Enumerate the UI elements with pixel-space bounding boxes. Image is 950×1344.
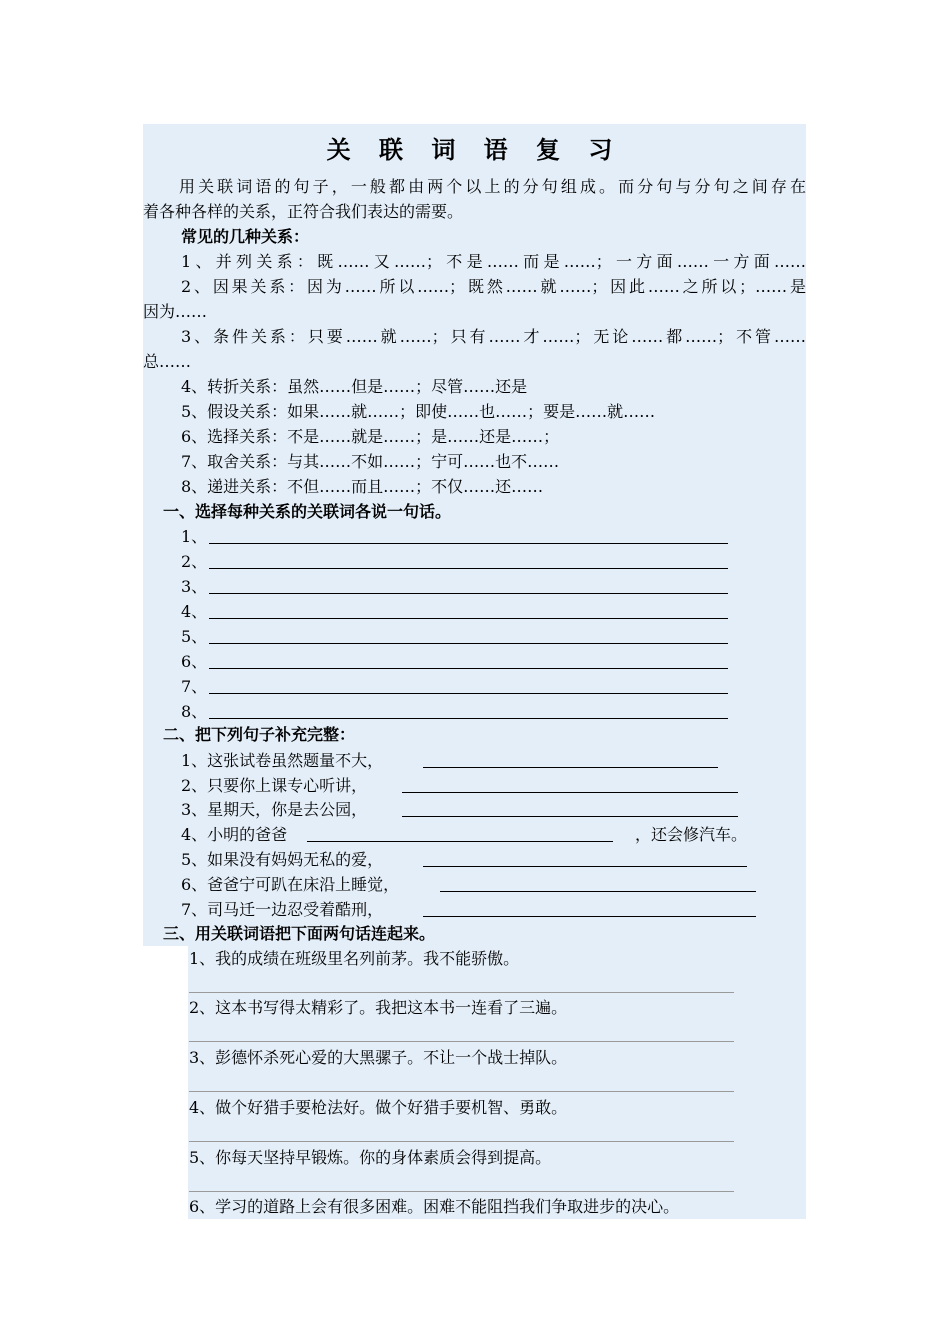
section-3-item: 6、学习的道路上会有很多困难。困难不能阻挡我们争取进步的决心。 — [189, 1197, 680, 1216]
section-1-item: 4、 — [181, 602, 208, 621]
relation-3-cont: 总…… — [143, 352, 192, 371]
section-1-heading: 一、选择每种关系的关联词各说一句话。 — [163, 502, 452, 521]
section-1-item: 3、 — [181, 577, 208, 596]
section-3-item: 3、彭德怀杀死心爱的大黑骡子。不让一个战士掉队。 — [189, 1048, 568, 1067]
panel-notch — [143, 946, 188, 1219]
relation-4: 4、转折关系：虽然……但是……；尽管……还是 — [181, 377, 528, 396]
section-2-item: 7、司马迁一边忍受着酷刑， — [181, 900, 384, 919]
answer-blank[interactable] — [189, 1141, 734, 1142]
relation-5: 5、假设关系：如果……就……；即使……也……；要是……就…… — [181, 402, 656, 421]
section-1-item: 2、 — [181, 552, 208, 571]
answer-blank[interactable] — [209, 643, 728, 644]
section-2-item-tail: ，还会修汽车。 — [635, 825, 748, 844]
page-title: 关 联 词 语 复 习 — [326, 135, 623, 164]
answer-blank[interactable] — [209, 568, 728, 569]
answer-blank[interactable] — [209, 618, 728, 619]
section-3-item: 4、做个好猎手要枪法好。做个好猎手要机智、勇敢。 — [189, 1098, 568, 1117]
answer-blank[interactable] — [423, 916, 756, 917]
answer-blank[interactable] — [189, 1091, 734, 1092]
answer-blank[interactable] — [209, 718, 728, 719]
section-2-item: 1、这张试卷虽然题量不大， — [181, 751, 384, 770]
relation-2-cont: 因为…… — [143, 302, 208, 321]
section-3-item: 1、我的成绩在班级里名列前茅。我不能骄傲。 — [189, 949, 520, 968]
section-1-item: 7、 — [181, 677, 208, 696]
section-2-item: 4、小明的爸爸 — [181, 825, 288, 844]
section-3-item: 2、这本书写得太精彩了。我把这本书一连看了三遍。 — [189, 998, 568, 1017]
answer-blank[interactable] — [189, 992, 734, 993]
answer-blank[interactable] — [423, 866, 747, 867]
intro-line-1: 用关联词语的句子，一般都由两个以上的分句组成。而分句与分句之间存在 — [179, 177, 806, 196]
section-1-item: 8、 — [181, 702, 208, 721]
section-2-item: 6、爸爸宁可趴在床沿上睡觉， — [181, 875, 400, 894]
section-1-item: 5、 — [181, 627, 208, 646]
section-2-heading: 二、把下列句子补充完整： — [163, 725, 356, 744]
intro-line-2: 着各种各样的关系，正符合我们表达的需要。 — [143, 202, 464, 221]
relation-3: 3、条件关系：只要……就……；只有……才……；无论……都……；不管…… — [181, 327, 806, 346]
answer-blank[interactable] — [423, 767, 718, 768]
section-2-item: 5、如果没有妈妈无私的爱， — [181, 850, 384, 869]
answer-blank[interactable] — [189, 1191, 734, 1192]
relation-2: 2、因果关系：因为……所以……；既然……就……；因此……之所以；……是 — [181, 277, 806, 296]
section-1-item: 6、 — [181, 652, 208, 671]
section-3-item: 5、你每天坚持早锻炼。你的身体素质会得到提高。 — [189, 1148, 552, 1167]
relation-8: 8、递进关系：不但……而且……；不仅……还…… — [181, 477, 544, 496]
relation-6: 6、选择关系：不是……就是……；是……还是……； — [181, 427, 560, 446]
answer-blank[interactable] — [209, 543, 728, 544]
answer-blank[interactable] — [440, 891, 756, 892]
relation-7: 7、取舍关系：与其……不如……；宁可……也不…… — [181, 452, 560, 471]
relation-1: 1、并列关系：既……又……；不是……而是……；一方面……一方面…… — [181, 252, 806, 271]
answer-blank[interactable] — [209, 693, 728, 694]
section-2-item: 2、只要你上课专心听讲， — [181, 776, 368, 795]
relations-heading: 常见的几种关系： — [181, 227, 310, 246]
answer-blank[interactable] — [307, 841, 613, 842]
answer-blank[interactable] — [209, 593, 728, 594]
answer-blank[interactable] — [209, 668, 728, 669]
section-3-heading: 三、用关联词语把下面两句话连起来。 — [163, 924, 436, 943]
section-1-item: 1、 — [181, 527, 208, 546]
answer-blank[interactable] — [402, 816, 738, 817]
answer-blank[interactable] — [189, 1041, 734, 1042]
section-2-item: 3、星期天，你是去公园， — [181, 800, 368, 819]
answer-blank[interactable] — [402, 792, 738, 793]
